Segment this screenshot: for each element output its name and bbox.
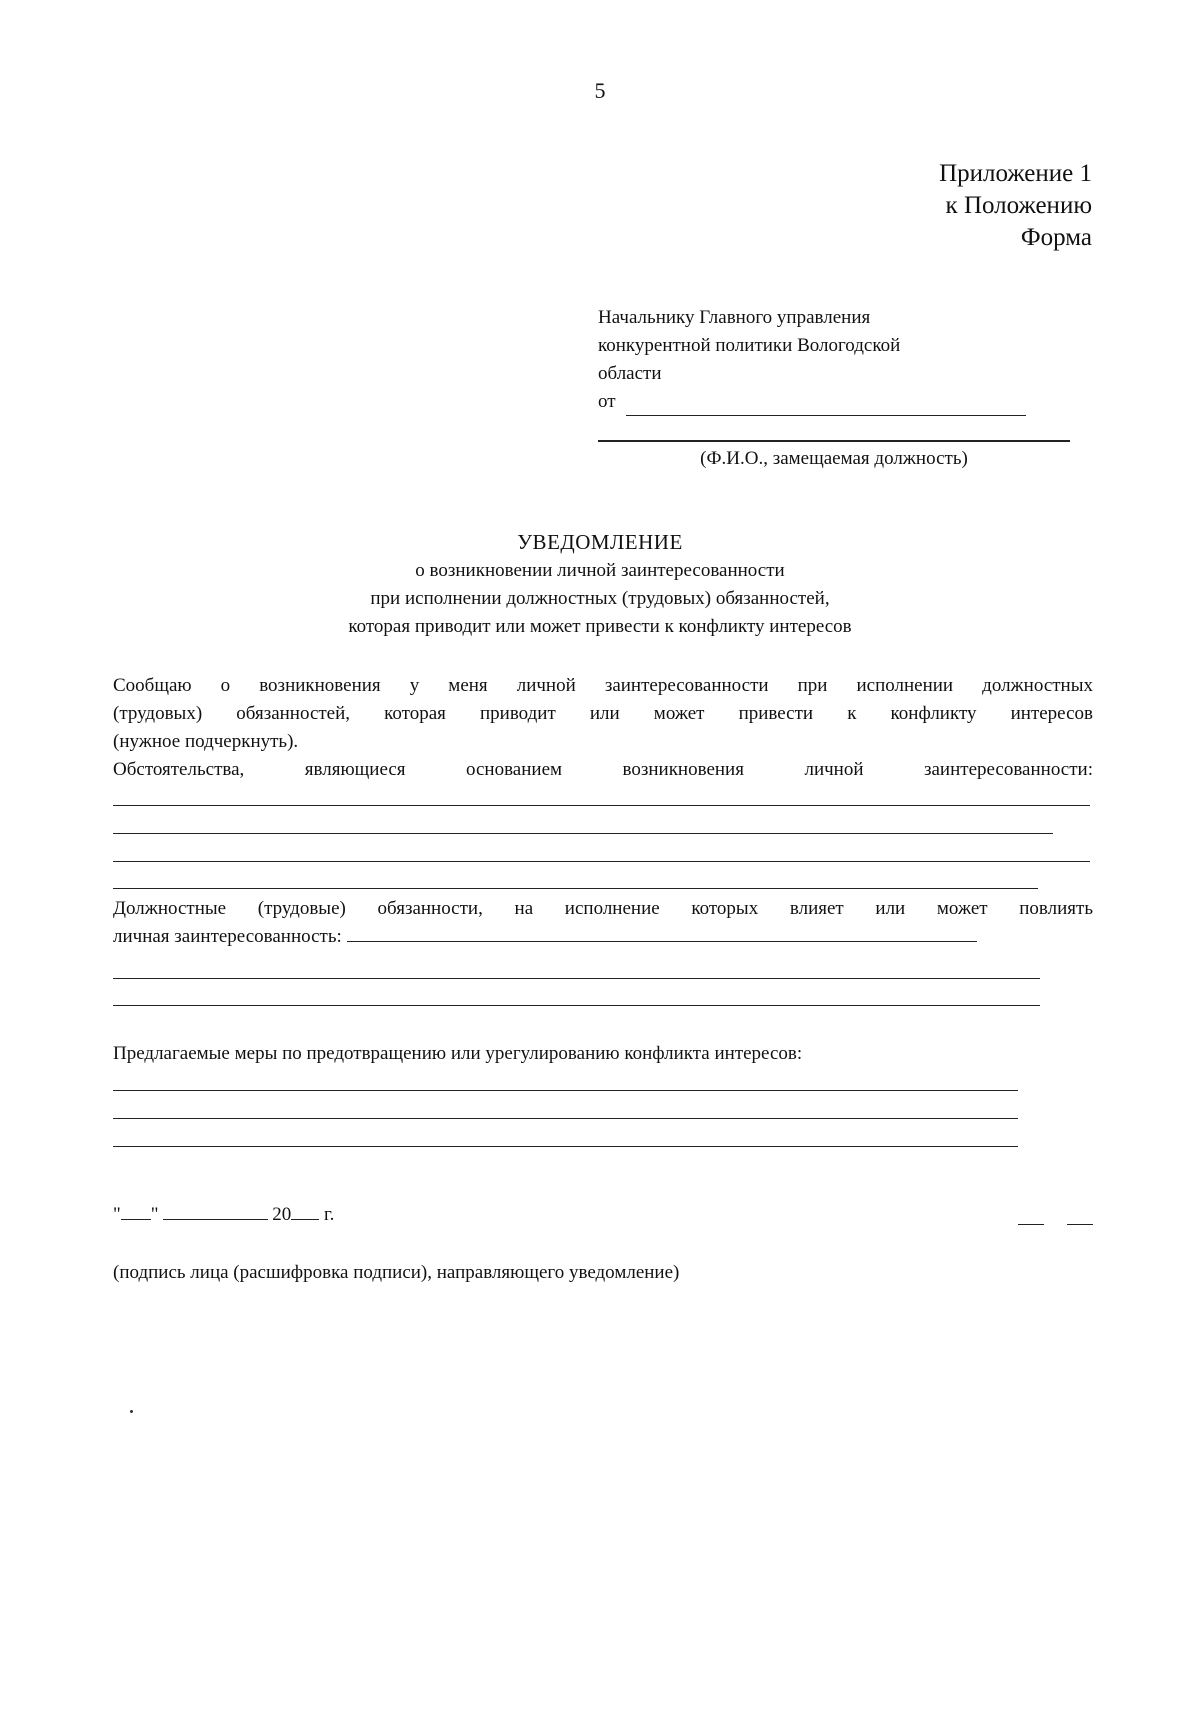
addressee-line: Начальнику Главного управления (598, 307, 871, 328)
addressee-line: конкурентной политики Вологодской (598, 335, 901, 356)
message-line: (трудовых) обязанностей, которая приводит или может привести к конфликту интересов (113, 703, 1093, 724)
message-line: (нужное подчеркнуть). (113, 731, 299, 752)
duties-field-line[interactable] (347, 923, 977, 942)
duties-field-line[interactable] (113, 978, 1040, 979)
message-line: Сообщаю о возникновения у меня личной заинтересованности при исполнении должностных (113, 675, 1093, 696)
subtitle-line: о возникновении личной заинтересованности (415, 560, 785, 581)
appendix-line: к Положению (945, 192, 1092, 219)
circumstances-field-line[interactable] (113, 888, 1038, 889)
subtitle-line: при исполнении должностных (трудовых) обязанностей, (370, 588, 830, 609)
date-year-field[interactable] (291, 1203, 319, 1220)
date-year-prefix: 20 (272, 1204, 292, 1225)
circumstances-field-line[interactable] (113, 833, 1053, 834)
from-caption: (Ф.И.О., замещаемая должность) (700, 448, 968, 469)
measures-field-line[interactable] (113, 1146, 1018, 1147)
measures-field-line[interactable] (113, 1090, 1018, 1091)
page-number: 5 (594, 78, 606, 103)
date-open-quote: " (113, 1204, 121, 1225)
duties-paragraph (113, 895, 1093, 951)
duties-line: Должностные (трудовые) обязанности, на исполнение которых влияет или может повлиять (113, 898, 1093, 919)
date-day-field[interactable] (121, 1203, 151, 1220)
scan-speck (130, 1410, 133, 1413)
form-label: Форма (1020, 224, 1092, 251)
subtitle-line: которая приводит или может привести к конфликту интересов (348, 616, 852, 637)
date-year-suffix: г. (324, 1204, 335, 1225)
measures-field-line[interactable] (113, 1118, 1018, 1119)
from-position-field[interactable] (598, 440, 1070, 442)
addressee-block (598, 304, 1068, 416)
signature-field[interactable] (1018, 1224, 1044, 1225)
date-month-field[interactable] (163, 1203, 268, 1220)
date-row (113, 1203, 334, 1226)
circumstances-field-line[interactable] (113, 861, 1090, 862)
message-paragraph (113, 672, 1093, 784)
duties-line: личная заинтересованность: (113, 926, 342, 947)
signature-caption: (подпись лица (расшифровка подписи), направляющего уведомление) (113, 1262, 680, 1283)
document-title: УВЕДОМЛЕНИЕ (517, 530, 683, 554)
appendix-header (939, 158, 1092, 254)
measures-label: Предлагаемые меры по предотвращению или урегулированию конфликта интересов: (113, 1043, 803, 1064)
circumstances-field-line[interactable] (113, 805, 1090, 806)
duties-field-line[interactable] (113, 1005, 1040, 1006)
circumstances-label: Обстоятельства, являющиеся основанием возникновения личной заинтересованности: (113, 759, 1093, 780)
appendix-line: Приложение 1 (939, 160, 1092, 187)
addressee-line: области (598, 363, 662, 384)
from-name-field[interactable] (626, 397, 1026, 416)
date-close-quote: " (150, 1204, 159, 1225)
from-label: от (598, 391, 616, 412)
from-row (598, 388, 1068, 416)
document-subtitle (0, 557, 1200, 641)
signature-decode-field[interactable] (1067, 1224, 1093, 1225)
